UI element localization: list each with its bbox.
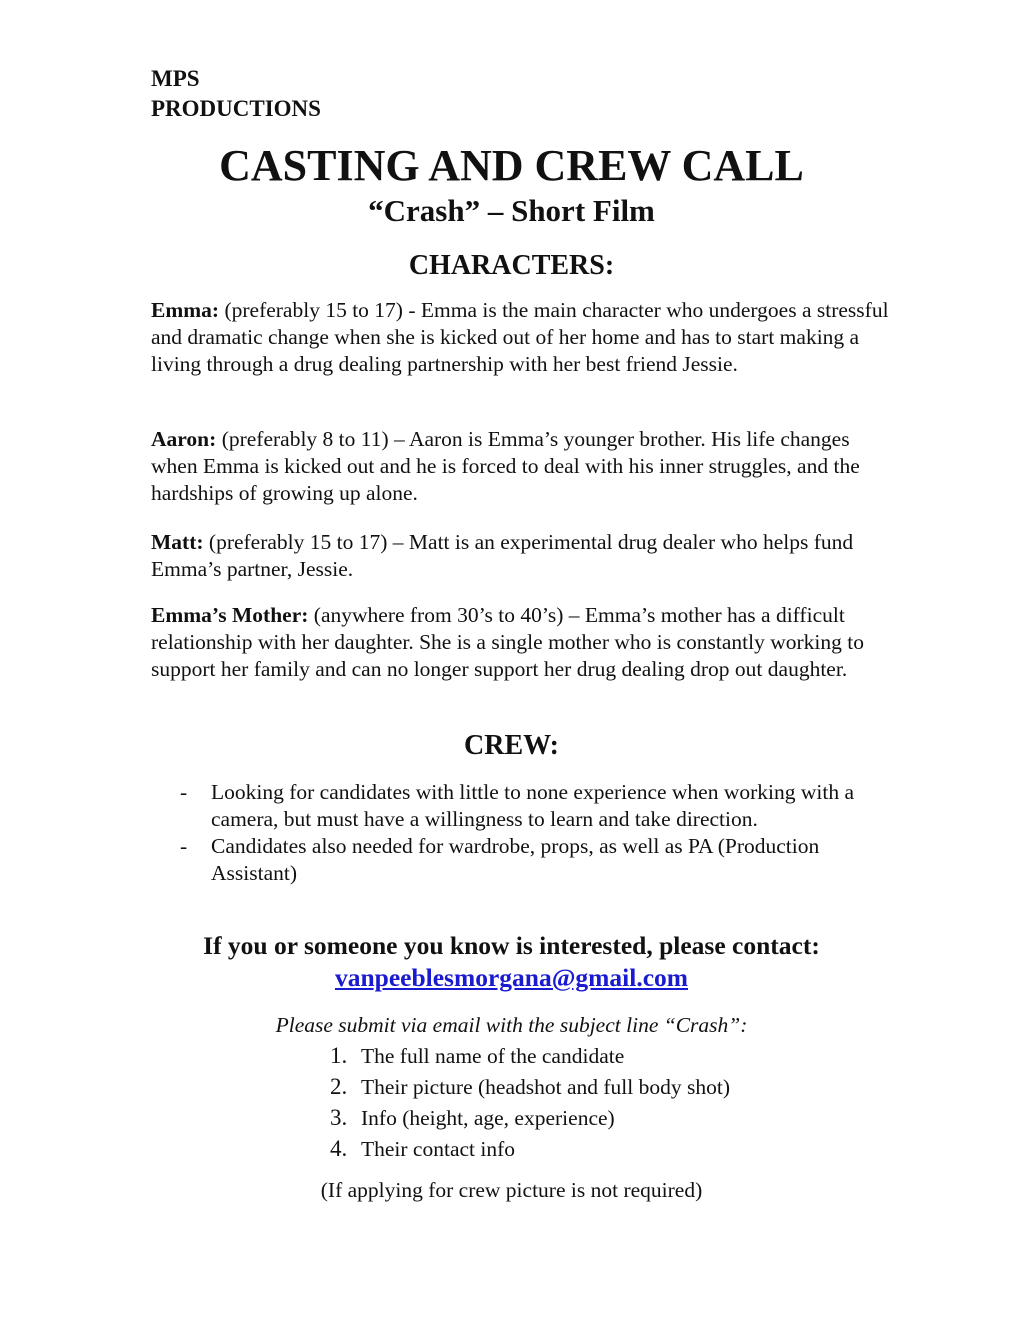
dash-bullet: - (180, 834, 188, 858)
page-subtitle: “Crash” – Short Film (368, 193, 655, 228)
contact-prompt: If you or someone you know is interested, please contact: (203, 931, 820, 960)
list-number: 1. (330, 1043, 348, 1068)
crew-list-item (180, 779, 880, 833)
list-number: 4. (330, 1136, 348, 1161)
contact-email-link[interactable]: vanpeeblesmorgana@gmail.com (334, 963, 689, 992)
submission-list-item (330, 1133, 730, 1164)
submission-list-item (330, 1102, 730, 1133)
submission-list-item (330, 1071, 730, 1102)
page-title: CASTING AND CREW CALL (219, 141, 804, 190)
list-number: 3. (330, 1105, 348, 1130)
character-entry-matt (151, 529, 891, 583)
crew-picture-note: (If applying for crew picture is not required) (320, 1178, 703, 1202)
crew-heading: CREW: (464, 730, 559, 761)
company-name (151, 64, 321, 124)
character-description: (preferably 15 to 17) - Emma is the main character who undergoes a stressful and dramatic change when she is kicked out of her home and has to start making a living through a drug dealing partnership with her best friend Jessie. (151, 298, 889, 376)
submission-item-text: The full name of the candidate (361, 1044, 625, 1068)
company-name-line2: PRODUCTIONS (151, 96, 321, 121)
crew-list (180, 779, 880, 887)
character-entry-mother (151, 602, 891, 683)
submission-list-item (330, 1040, 730, 1071)
character-description: (preferably 8 to 11) – Aaron is Emma’s younger brother. His life changes when Emma is kicked out and he is forced to deal with his inner struggles, and the hardships of growing up alone. (151, 427, 860, 505)
crew-list-item (180, 833, 880, 887)
character-entry-emma (151, 297, 891, 378)
characters-heading: CHARACTERS: (408, 250, 615, 281)
company-name-line1: MPS (151, 66, 200, 91)
character-name: Emma: (151, 298, 220, 322)
submission-item-text: Their picture (headshot and full body shot) (361, 1075, 730, 1099)
submission-item-text: Info (height, age, experience) (361, 1106, 615, 1130)
contact-email-container (0, 961, 1023, 995)
character-name: Emma’s Mother: (151, 603, 309, 627)
dash-bullet: - (180, 780, 188, 804)
list-number: 2. (330, 1074, 348, 1099)
character-description: (preferably 15 to 17) – Matt is an experimental drug dealer who helps fund Emma’s partner, Jessie. (151, 530, 854, 581)
submission-instructions: Please submit via email with the subject line “Crash”: (275, 1013, 748, 1037)
character-entry-aaron (151, 426, 891, 507)
character-description: (anywhere from 30’s to 40’s) – Emma’s mother has a difficult relationship with her daughter. She is a single mother who is constantly working to support her family and can no longer support her drug dealing drop out daughter. (151, 603, 864, 681)
character-name: Aaron: (151, 427, 217, 451)
crew-item-text: Candidates also needed for wardrobe, props, as well as PA (Production Assistant) (211, 834, 820, 885)
character-name: Matt: (151, 530, 204, 554)
submission-list (330, 1040, 730, 1164)
crew-item-text: Looking for candidates with little to none experience when working with a camera, but must have a willingness to learn and take direction. (211, 780, 855, 831)
submission-item-text: Their contact info (361, 1137, 516, 1161)
